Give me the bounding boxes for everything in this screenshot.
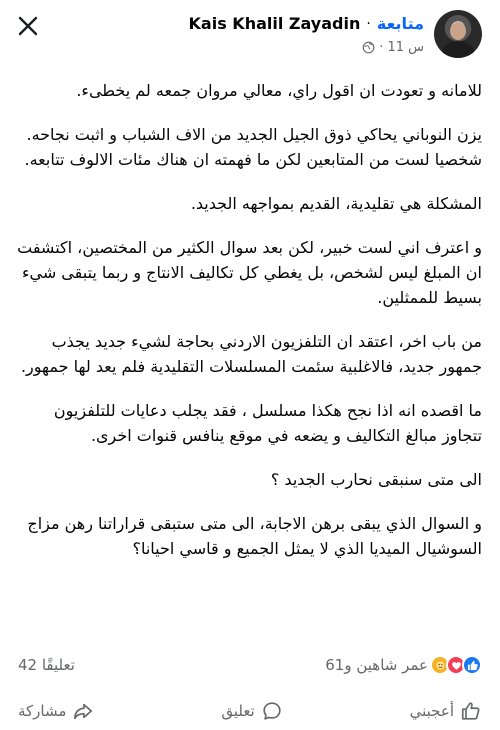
comment-label: تعليق — [221, 702, 255, 720]
post-paragraph: الى متى سنبقى نحارب الجديد ؟ — [270, 470, 482, 489]
globe-icon[interactable] — [362, 41, 375, 54]
share-label: مشاركة — [18, 702, 67, 720]
post-paragraph: يزن النوباني يحاكي ذوق الجيل الجديد من الاف الشباب و اثبت نجاحه. شخصيا لست من المتابعين لكن ما فهمته ان هناك مئات الالوف تتابعه. — [24, 125, 482, 169]
like-label: أعجبني — [409, 702, 454, 720]
follow-button[interactable]: متابعة — [376, 14, 424, 33]
post-paragraph: من باب اخر، اعتقد ان التلفزيون الاردني بحاجة لشيء جديد يجذب جمهور جديد، فالاغلبية سئمت المسلسلات التقليدية فلم يعد لها جمهور. — [20, 332, 482, 376]
comment-count[interactable]: 42 تعليقًا — [18, 656, 75, 674]
comment-button[interactable] — [221, 700, 282, 722]
like-reaction-icon — [462, 655, 482, 675]
post-paragraph: للامانه و تعودت ان اقول راي، معالي مروان جمعه لم يخطىء. — [76, 81, 482, 100]
close-button[interactable] — [14, 12, 42, 40]
reactions-bar — [18, 652, 482, 678]
post-header — [189, 14, 424, 33]
reaction-icons — [434, 655, 482, 675]
author-name[interactable]: Kais Khalil Zayadin — [188, 14, 361, 33]
reaction-count: عمر شاهين و61 — [325, 656, 428, 674]
post-paragraph: المشكلة هي تقليدية، القديم بمواجهه الجديد. — [190, 194, 482, 213]
timestamp[interactable]: 11 س — [387, 40, 424, 55]
post-paragraph: و السوال الذي يبقى برهن الاجابة، الى متى ستبقى قراراتنا رهن مزاج السوشيال الميديا الذي لا يمثل الجميع و قاسي احيانا؟ — [27, 514, 482, 558]
post-actions — [18, 696, 482, 726]
header-separator: · — [366, 15, 371, 32]
share-icon — [72, 700, 94, 722]
close-icon — [14, 12, 42, 40]
thumbs-up-icon — [460, 700, 482, 722]
like-button[interactable] — [410, 700, 482, 722]
comment-icon — [261, 700, 283, 722]
post-paragraph: ما اقصده انه اذا نجح هكذا مسلسل ، فقد يجلب دعايات للتلفزيون تتجاوز مبالغ التكاليف و يضعه في موقع ينافس قنوات اخرى. — [53, 401, 482, 445]
post-paragraph: و اعترف اني لست خبير، لكن بعد سوال الكثير من المختصين، اكتشفت ان المبلغ ليس لشخص، بل يغطي كل تكاليف الانتاج و ربما يتبقى شيء بسيط للممثلين. — [17, 238, 482, 307]
share-button[interactable] — [18, 700, 94, 722]
avatar[interactable] — [434, 10, 482, 58]
meta-separator: · — [379, 40, 384, 55]
reaction-summary[interactable] — [325, 655, 482, 675]
post-meta — [362, 40, 424, 55]
post-text — [12, 78, 482, 580]
